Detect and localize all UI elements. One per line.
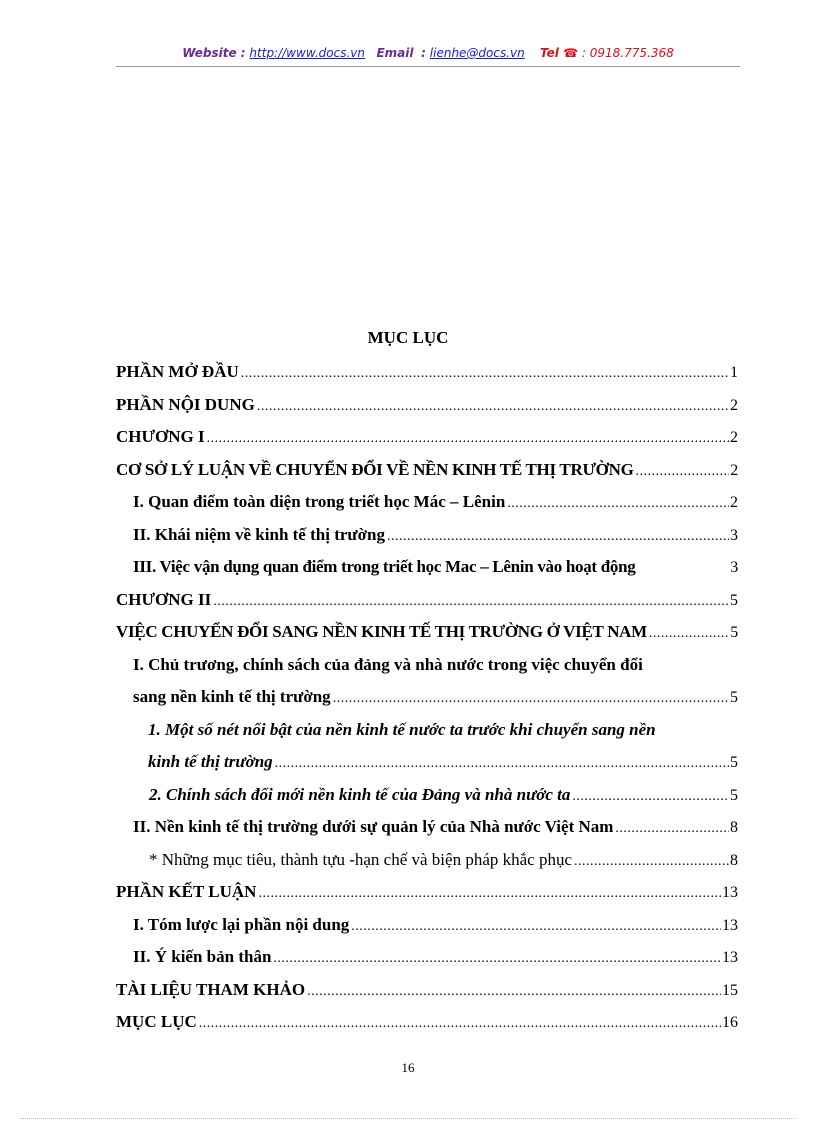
tel-label: Tel ☎ [540,46,579,60]
email-link[interactable]: lienhe@docs.vn [429,46,525,60]
toc-entry[interactable]: II. Khái niệm về kinh tế thị trường ..... 3 [116,522,738,555]
page-bottom-border [20,1118,796,1119]
email-label: Email [376,46,414,60]
email-separator: : [421,46,426,60]
toc-entry[interactable]: CHƯƠNG II ..... 5 [116,587,738,620]
toc-entry[interactable]: sang nền kinh tế thị trường ..... 5 [116,684,738,717]
header-divider [116,66,740,67]
toc-entry[interactable]: TÀI LIỆU THAM KHẢO ..... 15 [116,977,738,1010]
toc-title: MỤC LỤC [367,328,449,347]
website-label: Website : [182,46,246,60]
toc-entry[interactable]: CƠ SỞ LÝ LUẬN VỀ CHUYỂN ĐỔI VỀ NỀN KINH TẾ THỊ TRƯỜNG ..... 2 [116,457,738,490]
toc-entry[interactable]: 2. Chính sách đổi mới nền kinh tế của Đảng và nhà nước ta ..... 5 [116,782,738,815]
toc-entry[interactable]: * Những mục tiêu, thành tựu -hạn chế và biện pháp khắc phục ..... 8 [116,847,738,880]
website-link[interactable]: http://www.docs.vn [249,46,366,60]
toc-entry[interactable]: PHẦN NỘI DUNG ..... 2 [116,392,738,425]
toc-entry[interactable]: kinh tế thị trường ..... 5 [116,749,738,782]
toc-entry[interactable]: I. Tóm lược lại phần nội dung ..... 13 [116,912,738,945]
toc-entry[interactable]: PHẦN MỞ ĐẦU ..... 1 [116,359,738,392]
toc-entry[interactable]: CHƯƠNG I ..... 2 [116,424,738,457]
phone-number: : 0918.775.368 [581,46,674,60]
toc-entry[interactable]: I. Quan điểm toàn diện trong triết học Mác – Lênin ..... 2 [116,489,738,522]
toc-entry[interactable]: PHẦN KẾT LUẬN ..... 13 [116,879,738,912]
table-of-contents [116,359,738,1042]
toc-entry[interactable]: II. Ý kiến bản thân ..... 13 [116,944,738,977]
toc-entry[interactable]: I. Chủ trương, chính sách của đảng và nhà nước trong việc chuyển đổi [133,654,643,674]
toc-entry[interactable]: VIỆC CHUYỂN ĐỔI SANG NỀN KINH TẾ THỊ TRƯỜNG Ở VIỆT NAM ..... 5 [116,619,738,652]
page-number: 16 [401,1060,415,1075]
toc-entry[interactable]: II. Nền kinh tế thị trường dưới sự quản lý của Nhà nước Việt Nam ..... 8 [116,814,738,847]
toc-entry[interactable]: III. Việc vận dụng quan điểm trong triết học Mac – Lênin vào hoạt động 3 [133,557,738,576]
page-header [116,46,740,66]
toc-entry[interactable]: 1. Một số nét nổi bật của nền kinh tế nước ta trước khi chuyển sang nền [148,719,656,739]
toc-entry[interactable]: MỤC LỤC ..... 16 [116,1009,738,1042]
